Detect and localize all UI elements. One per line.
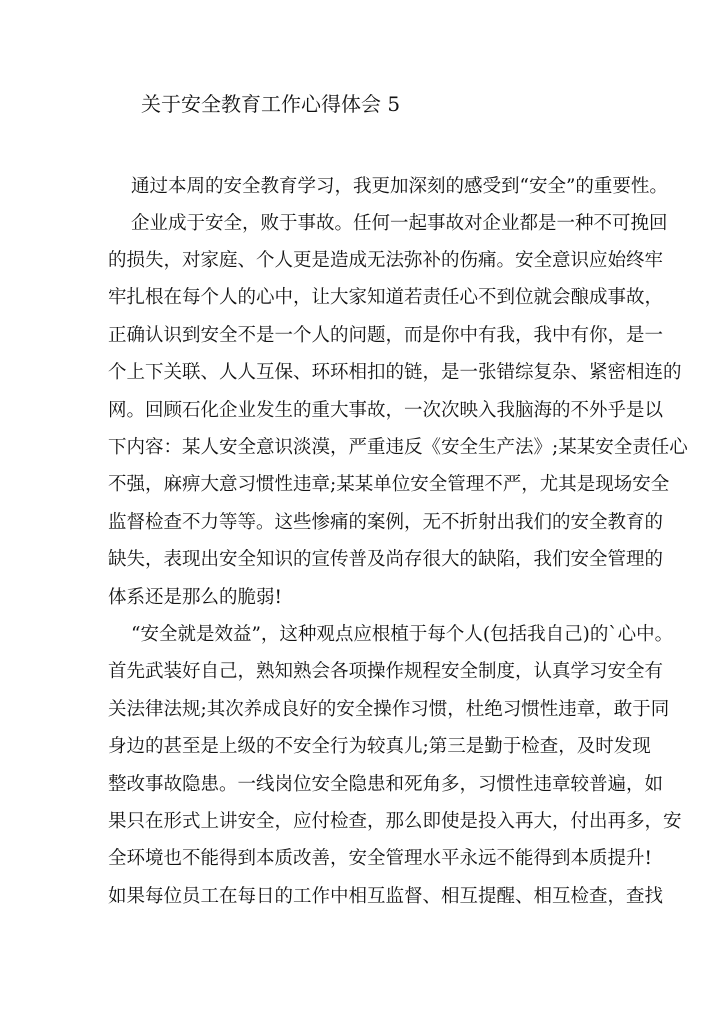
paragraph-line: 不强，麻痹大意习惯性违章;某某单位安全管理不严，尤其是现场安全: [108, 474, 670, 495]
paragraph-line: 个上下关联、人人互保、环环相扣的链，是一张错综复杂、紧密相连的: [108, 362, 682, 383]
paragraph-line: 通过本周的安全教育学习，我更加深刻的感受到“安全”的重要性。: [131, 176, 668, 197]
paragraph-line: 关法律法规;其次养成良好的安全操作习惯，杜绝习惯性违章，敢于同: [108, 699, 670, 720]
paragraph-line: 企业成于安全，败于事故。任何一起事故对企业都是一种不可挽回: [131, 213, 668, 234]
paragraph-line: 身边的甚至是上级的不安全行为较真儿;第三是勤于检查，及时发现: [108, 736, 651, 757]
paragraph-line: “安全就是效益”，这种观点应根植于每个人(包括我自己)的`心中。: [131, 624, 674, 645]
paragraph-line: 体系还是那么的脆弱!: [108, 587, 282, 608]
paragraph-line: 监督检查不力等等。这些惨痛的案例，无不折射出我们的安全教育的: [108, 512, 664, 533]
paragraph-line: 首先武装好自己，熟知熟会各项操作规程安全制度，认真学习安全有: [108, 661, 664, 682]
paragraph-line: 牢扎根在每个人的心中，让大家知道若责任心不到位就会酿成事故，: [108, 287, 664, 308]
paragraph-line: 的损失，对家庭、个人更是造成无法弥补的伤痛。安全意识应始终牢: [108, 250, 664, 271]
paragraph-line: 全环境也不能得到本质改善，安全管理水平永远不能得到本质提升!: [108, 848, 652, 869]
paragraph-line: 正确认识到安全不是一个人的问题，而是你中有我，我中有你，是一: [108, 325, 664, 346]
paragraph-line: 如果每位员工在每日的工作中相互监督、相互提醒、相互检查，查找: [108, 886, 664, 907]
paragraph-line: 下内容：某人安全意识淡漠，严重违反《安全生产法》;某某安全责任心: [108, 437, 688, 458]
document-title: 关于安全教育工作心得体会 5: [141, 92, 401, 116]
paragraph-line: 整改事故隐患。一线岗位安全隐患和死角多，习惯性违章较普遍，如: [108, 774, 664, 795]
paragraph-line: 缺失，表现出安全知识的宣传普及尚存很大的缺陷，我们安全管理的: [108, 549, 664, 570]
paragraph-line: 网。回顾石化企业发生的重大事故，一次次映入我脑海的不外乎是以: [108, 400, 664, 421]
paragraph-line: 果只在形式上讲安全，应付检查，那么即使是投入再大，付出再多，安: [108, 811, 682, 832]
